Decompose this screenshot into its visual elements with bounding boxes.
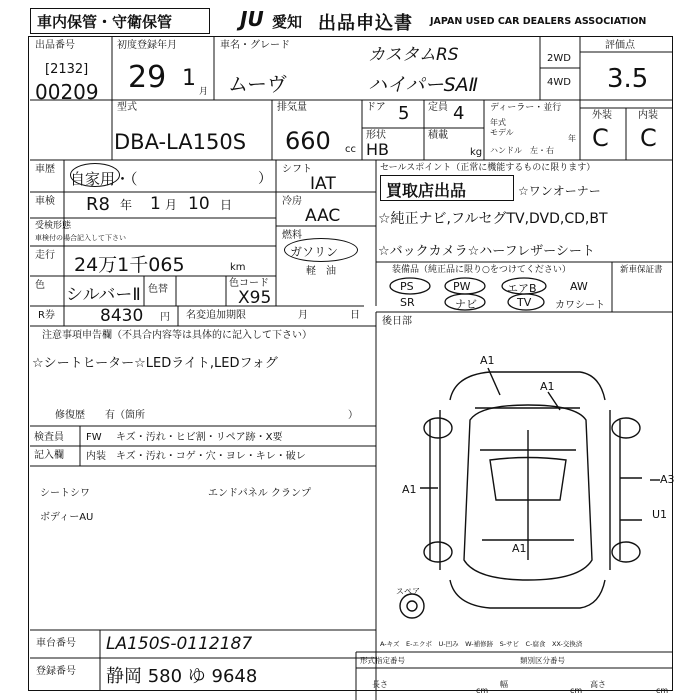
diagram-mark-3: A3 <box>660 473 675 486</box>
r-amount-label: R券 <box>38 310 55 321</box>
lot-number-value: 00209 <box>35 80 99 104</box>
lot-number-label: 出品番号 <box>35 40 75 51</box>
selling-point-2: ☆純正ナビ,フルセグTV,DVD,CD,BT <box>378 211 608 227</box>
displacement-label: 排気量 <box>277 102 307 113</box>
ju-logo: JU <box>240 7 264 31</box>
inspection-month-char: 月 <box>165 198 178 212</box>
doors-value: 5 <box>398 103 410 124</box>
english-title: JAPAN USED CAR DEALERS ASSOCIATION <box>430 16 647 27</box>
repair-history-close: ） <box>348 410 358 421</box>
exterior-label: 外装 <box>592 110 612 121</box>
interior-grade-value: C <box>640 124 657 152</box>
diagram-mark-1: A1 <box>480 354 495 367</box>
diagram-mark-2: A1 <box>540 380 555 393</box>
remark-2: エンドパネル クランプ <box>208 488 311 499</box>
shape-value: HB <box>366 140 390 159</box>
inspection-month-value: 1 <box>150 194 161 214</box>
color-code-value: X95 <box>238 288 272 308</box>
selling-point-1: ☆ワンオーナー <box>518 184 601 198</box>
inspection-day-value: 10 <box>188 194 210 214</box>
shape-spec-label: 形式指定番号 <box>360 656 405 665</box>
document-title: 出品申込書 <box>318 13 413 34</box>
chassis-number-label: 車台番号 <box>36 638 76 649</box>
equipment-pw: PW <box>453 280 471 293</box>
reg-month-value: 1 <box>182 66 196 91</box>
inspection-day-char: 日 <box>220 198 233 212</box>
aircon-value: AAC <box>305 206 341 226</box>
capacity-label: 定員 <box>428 102 448 113</box>
light-oil-label: 軽 油 <box>306 266 336 277</box>
day-label-2: 日 <box>350 310 360 321</box>
model-label: モデル <box>490 128 514 137</box>
shift-value: IAT <box>310 174 336 194</box>
mileage-value: 24万1千065 <box>74 254 185 276</box>
exterior-grade-value: C <box>592 124 609 152</box>
capacity-value: 4 <box>453 103 465 124</box>
reg-year-value: 29 <box>128 60 167 95</box>
equipment-ps: PS <box>400 280 414 293</box>
inspection-year-value: R8 <box>86 194 110 215</box>
height-label: 高さ <box>590 680 606 689</box>
reg-month-suffix: 月 <box>199 87 209 97</box>
storage-title: 車内保管・守衛保管 <box>37 13 173 31</box>
history-label: 車歴 <box>35 164 55 175</box>
new-car-warranty-label: 新車保証書 <box>620 265 663 275</box>
sp-badge: 買取店出品 <box>386 181 467 200</box>
car-name-value: ムーヴ <box>228 72 287 96</box>
shift-label: シフト <box>282 164 312 175</box>
color-change-label: 色替 <box>148 284 168 295</box>
month-label-2: 月 <box>298 310 308 321</box>
registration-number-value: 静岡 580 ゆ 9648 <box>106 666 258 687</box>
evaluation-label: 評価点 <box>605 40 635 51</box>
color-code-label: 色コード <box>229 278 269 289</box>
width-cm: cm <box>570 686 583 695</box>
grid-row1-items: キズ・汚れ・ヒビ割・リペア跡・X要 <box>116 432 283 443</box>
fuel-label: 燃料 <box>282 230 302 241</box>
rear-seat-label: 後日部 <box>382 316 412 327</box>
r-amount-value: 8430 <box>100 306 144 326</box>
length-cm: cm <box>476 686 489 695</box>
aichi-text: 愛知 <box>272 13 303 31</box>
year-label: 年式 <box>490 118 506 127</box>
equipment-aw: AW <box>570 280 588 293</box>
4wd-label: 4WD <box>547 77 571 88</box>
category-number-label: 類別区分番号 <box>520 656 565 665</box>
damage-legend: A-キズ E-エクボ U-凹み W-補修跡 S-サビ C-腐食 XX-交換済 <box>380 640 583 648</box>
remark-1: シートシワ <box>40 488 90 499</box>
displacement-value: 660 <box>285 127 331 155</box>
kg-unit: kg <box>470 147 483 158</box>
dealer-label: ディーラー・並行 <box>490 103 562 113</box>
aircon-label: 冷房 <box>282 196 302 207</box>
equipment-airbag: エアB <box>507 282 537 295</box>
cc-unit: cc <box>345 144 356 155</box>
history-close: ） <box>258 171 272 187</box>
color-label: 色 <box>35 280 45 291</box>
first-registration-label: 初度登録年月 <box>117 40 177 51</box>
diagram-mark-5: U1 <box>652 508 668 521</box>
grid-row1-key: FW <box>86 432 102 443</box>
yen-unit: 円 <box>160 312 170 323</box>
notes-label: 注意事項申告欄（不具合内容等は具体的に記入して下さい） <box>42 330 312 341</box>
inspection-year-char: 年 <box>120 198 133 212</box>
spare-label: スペア <box>396 587 420 596</box>
doors-label: ドア <box>366 102 386 113</box>
fuel-value: ガソリン <box>290 245 339 259</box>
grade-line1-value: カスタムRS <box>368 45 459 65</box>
history-value: 自家用・（ <box>70 170 138 188</box>
equipment-leather: カワシート <box>555 300 605 311</box>
equipment-sr: SR <box>400 296 415 309</box>
inspection-label: 車検 <box>35 196 55 207</box>
grid-row2-key: 内装 <box>86 451 106 462</box>
name-change-label: 名変追加期限 <box>186 310 246 321</box>
diagram-mark-4: A1 <box>402 483 417 496</box>
color-value: シルバーⅡ <box>66 285 141 305</box>
equipment-navi: ナビ <box>455 298 477 311</box>
diagram-mark-6: A1 <box>512 542 527 555</box>
inspection-form-note: 車検付の場合記入して下さい <box>35 234 126 242</box>
inspection-form-label: 受検形態 <box>35 221 72 231</box>
registration-number-label: 登録番号 <box>36 666 76 677</box>
notes-line: ☆シートヒーター☆LEDライト,LEDフォグ <box>32 356 278 371</box>
selling-point-3: ☆バックカメラ☆ハーフレザーシート <box>378 244 595 259</box>
model-grade-label: 車名・グレード <box>220 40 290 51</box>
equipment-tv: TV <box>517 296 532 309</box>
handle-label: ハンドル 左・右 <box>490 146 554 155</box>
remark-3: ボディーAU <box>40 512 94 523</box>
mileage-label: 走行 <box>35 250 55 261</box>
height-cm: cm <box>656 686 669 695</box>
selling-points-label: セールスポイント（正常に機能するものに限ります） <box>380 163 596 173</box>
entry-column-label: 記入欄 <box>34 450 64 461</box>
grade-line2-value: ハイパーSAⅡ <box>368 74 479 96</box>
2wd-label: 2WD <box>547 53 571 64</box>
inspector-label: 検査員 <box>34 432 64 443</box>
shape-label: 形状 <box>366 130 386 141</box>
lot-number-small: [2132] <box>45 62 89 77</box>
km-unit: km <box>230 262 246 273</box>
evaluation-score-value: 3.5 <box>607 64 649 94</box>
model-type-label: 型式 <box>117 102 137 113</box>
equipment-label: 装備品（純正品に限り○をつけてください） <box>392 265 571 275</box>
load-label: 積載 <box>428 130 448 141</box>
grid-row2-items: キズ・汚れ・コゲ・穴・ヨレ・キレ・破レ <box>116 451 306 462</box>
model-type-value: DBA-LA150S <box>114 130 247 154</box>
interior-label: 内装 <box>638 110 658 121</box>
year-label-2: 年 <box>568 134 576 143</box>
chassis-number-value: LA150S-0112187 <box>106 634 253 654</box>
length-label: 長さ <box>372 680 388 689</box>
repair-history-label: 修復歴 有（箇所 <box>55 410 145 421</box>
width-label: 幅 <box>500 680 508 689</box>
